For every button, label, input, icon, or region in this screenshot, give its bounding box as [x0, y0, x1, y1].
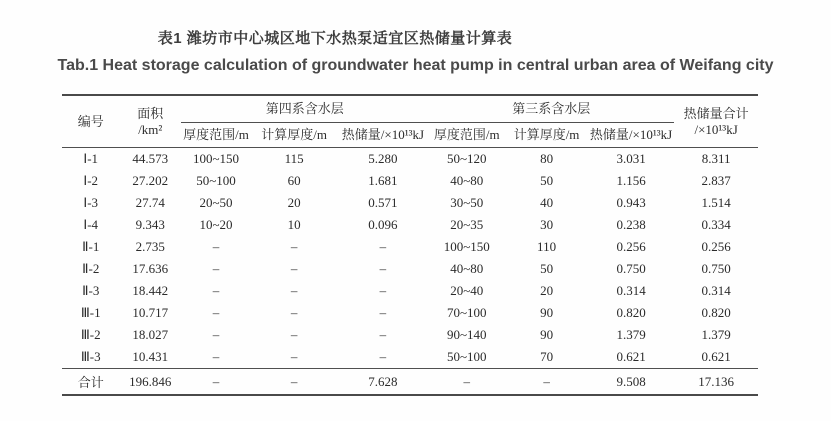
- data-cell: 1.379: [616, 327, 646, 342]
- data-cell: 50~120: [447, 151, 487, 166]
- data-cell: 70~100: [447, 305, 487, 320]
- row-id-cell: Ⅱ-1: [82, 239, 100, 254]
- data-cell: 30: [540, 217, 554, 232]
- table-row: [62, 302, 758, 324]
- data-cell: 0.314: [701, 283, 731, 298]
- data-cell: 10: [287, 217, 301, 232]
- col-header-area-line1: 面积: [137, 105, 164, 121]
- data-cell: 8.311: [701, 151, 731, 166]
- data-cell: 50: [540, 173, 554, 188]
- table-title-english: Tab.1 Heat storage calculation of groundwater heat pump in central urban area of Weifang city: [57, 57, 774, 74]
- data-cell: –: [290, 261, 298, 276]
- data-cell: 18.442: [132, 283, 169, 298]
- table-row: [62, 236, 758, 258]
- data-cell: 0.256: [701, 239, 731, 254]
- row-id-cell: Ⅱ-3: [82, 283, 100, 298]
- row-id-cell: Ⅲ-1: [80, 305, 101, 320]
- data-cell: 0.621: [616, 349, 646, 364]
- data-cell: 10.431: [132, 349, 169, 364]
- row-id-cell: Ⅲ-3: [80, 349, 101, 364]
- table-row: [62, 214, 758, 236]
- data-cell: 0.571: [368, 195, 398, 210]
- col-header-id: 编号: [62, 95, 119, 148]
- data-cell: 0.820: [616, 305, 646, 320]
- col-header-total-heat-storage: [674, 95, 758, 148]
- data-cell: 90~140: [447, 327, 487, 342]
- total-row-label: 合计: [62, 369, 119, 396]
- heat-storage-table: [62, 94, 758, 396]
- sub-header-calc-thickness-t: 计算厚度/m: [505, 123, 588, 148]
- data-cell: 10~20: [199, 217, 233, 232]
- data-cell: –: [212, 305, 220, 320]
- col-header-total-line2: /×10¹³kJ: [694, 121, 738, 137]
- table-row: [62, 192, 758, 214]
- data-cell: –: [379, 327, 387, 342]
- data-cell: –: [212, 327, 220, 342]
- col-header-area: [119, 95, 181, 148]
- data-cell: 1.156: [616, 173, 646, 188]
- data-cell: 40~80: [450, 173, 484, 188]
- data-cell: –: [212, 283, 220, 298]
- data-cell: 0.820: [701, 305, 731, 320]
- total-cell: –: [251, 369, 338, 396]
- total-row: [62, 369, 758, 396]
- data-cell: 0.256: [616, 239, 646, 254]
- sub-header-heat-storage-q: 热储量/×10¹³kJ: [337, 123, 428, 148]
- data-cell: 17.636: [132, 261, 169, 276]
- data-cell: 30~50: [450, 195, 484, 210]
- data-cell: 100~150: [192, 151, 239, 166]
- data-cell: 115: [284, 151, 304, 166]
- data-cell: –: [379, 349, 387, 364]
- data-cell: 20~40: [450, 283, 484, 298]
- data-cell: –: [379, 239, 387, 254]
- data-cell: 44.573: [132, 151, 169, 166]
- table-row: [62, 148, 758, 171]
- table-row: [62, 324, 758, 346]
- data-cell: 90: [540, 327, 554, 342]
- data-cell: 1.514: [701, 195, 731, 210]
- data-cell: 80: [540, 151, 554, 166]
- sub-header-calc-thickness-q: 计算厚度/m: [251, 123, 338, 148]
- data-cell: –: [212, 239, 220, 254]
- data-cell: 70: [540, 349, 554, 364]
- data-cell: 3.031: [616, 151, 646, 166]
- row-id-cell: Ⅱ-2: [82, 261, 100, 276]
- total-cell: –: [505, 369, 588, 396]
- data-cell: –: [290, 283, 298, 298]
- col-header-area-line2: /km²: [138, 121, 163, 137]
- total-area-cell: 196.846: [119, 369, 181, 396]
- sub-header-thickness-range-t: 厚度范围/m: [428, 123, 505, 148]
- data-cell: –: [212, 349, 220, 364]
- group-header-quaternary-aquifer: 第四系含水层: [181, 95, 428, 123]
- data-cell: 27.202: [132, 173, 169, 188]
- row-id-cell: Ⅰ-3: [83, 195, 99, 210]
- row-id-cell: Ⅰ-1: [83, 151, 99, 166]
- data-cell: 1.681: [368, 173, 398, 188]
- data-cell: 2.735: [135, 239, 165, 254]
- data-cell: 50: [540, 261, 554, 276]
- data-cell: –: [379, 305, 387, 320]
- data-cell: –: [379, 261, 387, 276]
- data-cell: 5.280: [368, 151, 398, 166]
- data-cell: –: [212, 261, 220, 276]
- data-cell: 27.74: [135, 195, 165, 210]
- data-cell: 20: [540, 283, 554, 298]
- total-heat-tertiary-cell: 9.508: [588, 369, 674, 396]
- data-cell: 90: [540, 305, 554, 320]
- data-cell: 0.750: [616, 261, 646, 276]
- data-cell: 0.334: [701, 217, 731, 232]
- data-cell: –: [290, 305, 298, 320]
- data-cell: 10.717: [132, 305, 169, 320]
- total-heat-quaternary-cell: 7.628: [337, 369, 428, 396]
- table-row: [62, 258, 758, 280]
- table-row: [62, 280, 758, 302]
- row-id-cell: Ⅰ-4: [83, 217, 99, 232]
- data-cell: 1.379: [701, 327, 731, 342]
- sub-header-heat-storage-t: 热储量/×10¹³kJ: [588, 123, 674, 148]
- data-cell: –: [379, 283, 387, 298]
- data-cell: 0.096: [368, 217, 398, 232]
- data-cell: 40~80: [450, 261, 484, 276]
- row-id-cell: Ⅰ-2: [83, 173, 99, 188]
- data-cell: 40: [540, 195, 554, 210]
- data-cell: 60: [287, 173, 301, 188]
- data-cell: 50~100: [447, 349, 487, 364]
- data-cell: –: [290, 327, 298, 342]
- group-header-tertiary-aquifer: 第三系含水层: [428, 95, 674, 123]
- data-cell: 0.621: [701, 349, 731, 364]
- data-cell: 20~50: [199, 195, 233, 210]
- col-header-total-line1: 热储量合计: [683, 105, 749, 121]
- total-cell: –: [181, 369, 251, 396]
- sub-header-thickness-range-q: 厚度范围/m: [181, 123, 251, 148]
- data-cell: 100~150: [443, 239, 490, 254]
- data-cell: –: [290, 239, 298, 254]
- data-cell: 0.238: [616, 217, 646, 232]
- data-cell: 20: [287, 195, 301, 210]
- table-row: [62, 170, 758, 192]
- table-title-chinese: 表1 潍坊市中心城区地下水热泵适宜区热储量计算表: [157, 30, 513, 47]
- data-cell: 18.027: [132, 327, 169, 342]
- data-cell: 50~100: [196, 173, 236, 188]
- grand-total-cell: 17.136: [674, 369, 758, 396]
- total-cell: –: [428, 369, 505, 396]
- data-cell: 9.343: [135, 217, 165, 232]
- data-cell: 2.837: [701, 173, 731, 188]
- data-cell: 20~35: [450, 217, 484, 232]
- table-row: [62, 346, 758, 369]
- data-cell: 0.943: [616, 195, 646, 210]
- data-cell: 0.314: [616, 283, 646, 298]
- data-cell: 0.750: [701, 261, 731, 276]
- row-id-cell: Ⅲ-2: [80, 327, 101, 342]
- data-cell: –: [290, 349, 298, 364]
- data-cell: 110: [537, 239, 557, 254]
